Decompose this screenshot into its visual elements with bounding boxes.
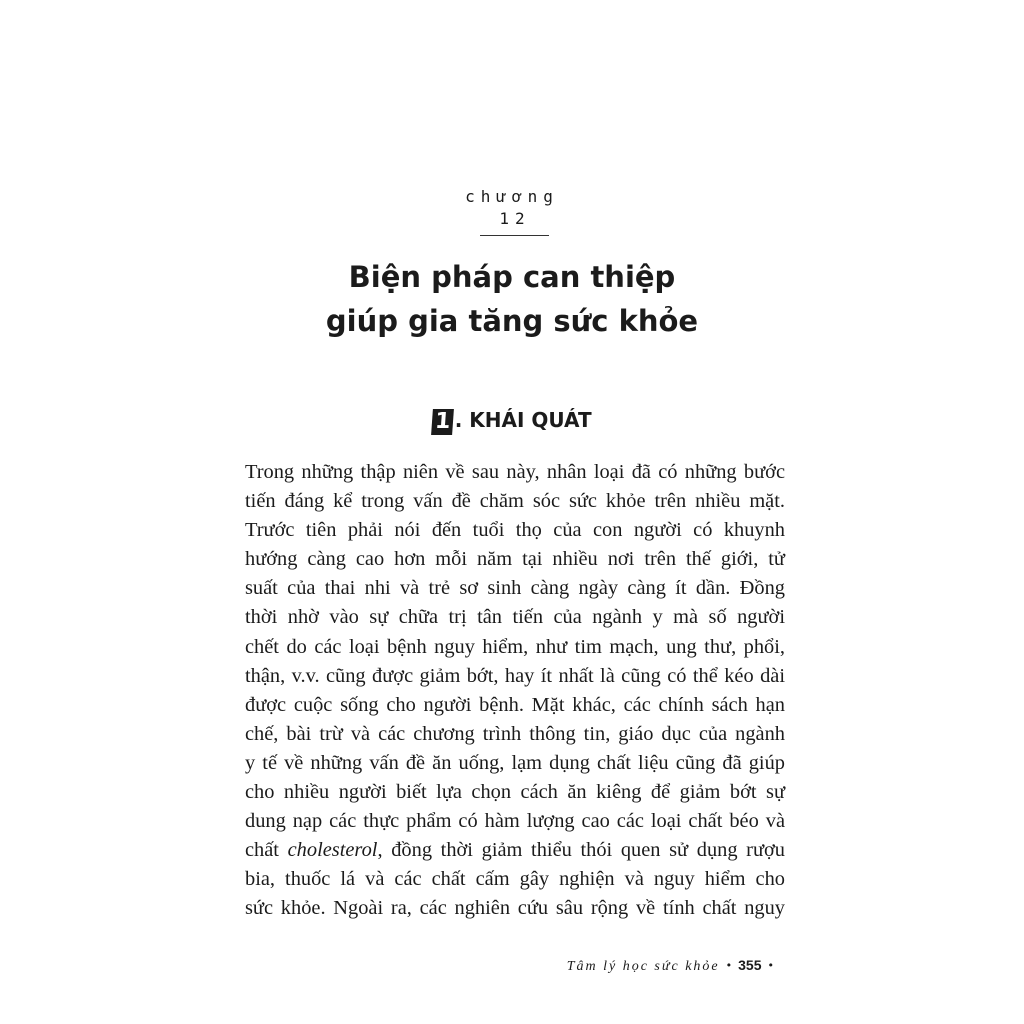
footer-bullet: • (725, 959, 733, 972)
page-number: 355 (738, 957, 762, 973)
body-line: chế, bài trừ và các chương trình thông tin, giáo dục của ngành (245, 722, 785, 745)
body-line-with-italic (245, 836, 785, 865)
body-line: Trong những thập niên về sau này, nhân loại đã có những bước (245, 461, 785, 483)
body-line: thời nhờ vào sự chữa trị tân tiến của ngành y mà số người (245, 606, 785, 629)
section-title: . KHÁI QUÁT (454, 408, 592, 432)
body-line: dung nạp các thực phẩm có hàm lượng cao các loại chất béo và (245, 810, 785, 833)
italic-term: cholesterol (287, 839, 378, 862)
body-line: y tế về những vấn đề ăn uống, lạm dụng chất liệu cũng đã giúp (245, 751, 785, 774)
running-footer-title: Tâm lý học sức khỏe (566, 959, 720, 974)
body-line: được cuộc sống cho người bệnh. Mặt khác, các chính sách hạn (245, 693, 785, 716)
chapter-number: 12 (499, 209, 531, 228)
chapter-title-line-2: giúp gia tăng sức khỏe (325, 304, 699, 338)
section-heading (0, 402, 1024, 438)
chapter-label: chương (465, 187, 559, 206)
footer-bullet: • (767, 959, 774, 972)
page-footer (0, 954, 780, 978)
body-line: chết do các loại bệnh nguy hiểm, như tim mạch, ung thư, phổi, (245, 635, 785, 658)
body-text-segment: chất (245, 839, 288, 862)
section-number-badge: 1 (431, 409, 454, 435)
body-line: tiến đáng kể trong vấn đề chăm sóc sức khỏe trên nhiều mặt. (245, 490, 785, 513)
body-text-segment: , đồng thời giảm thiểu thói quen sử dụng rượu (377, 839, 786, 862)
body-paragraph (245, 458, 785, 924)
body-line: suất của thai nhi và trẻ sơ sinh càng ngày càng ít dần. Đồng (245, 577, 785, 600)
body-line: cho nhiều người biết lựa chọn cách ăn kiêng để giảm bớt sự (245, 781, 785, 804)
body-line: bia, thuốc lá và các chất cấm gây nghiện và nguy hiểm cho (245, 868, 785, 891)
chapter-title-line-1: Biện pháp can thiệp (348, 260, 676, 294)
chapter-divider (480, 235, 549, 236)
body-line: sức khỏe. Ngoài ra, các nghiên cứu sâu rộng về tính chất nguy (245, 897, 785, 920)
body-line: thận, v.v. cũng được giảm bớt, hay ít nhất là cũng có thể kéo dài (245, 664, 785, 687)
chapter-title (0, 255, 1024, 343)
body-line: Trước tiên phải nói đến tuổi thọ của con người có khuynh (245, 519, 785, 542)
body-line: hướng càng cao hơn mỗi năm tại nhiều nơi trên thế giới, tử (245, 548, 785, 571)
